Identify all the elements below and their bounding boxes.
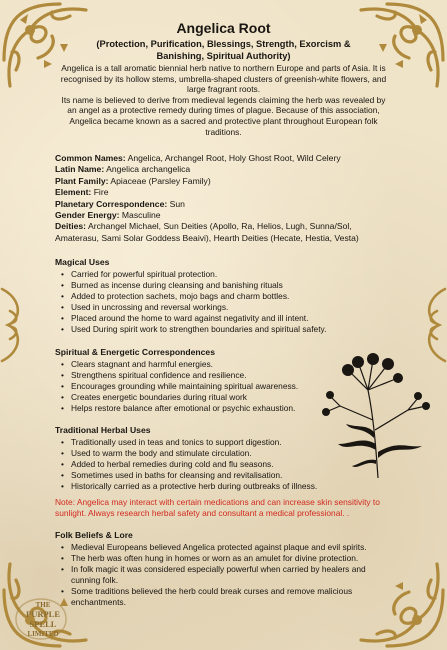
fact-label: Common Names: [55, 153, 126, 163]
list-item: • Encourages grounding while maintaining spiritual awareness. [71, 381, 385, 392]
page-subtitle: (Protection, Purification, Blessings, Strength, Exorcism & Banishing, Spiritual Authority) [96, 39, 351, 61]
list-item: • Strengthens spiritual confidence and resilience. [71, 370, 385, 381]
list-item: • Used During spirit work to strengthen boundaries and spiritual safety. [71, 324, 385, 335]
list-item: • Placed around the home to ward against negativity and ill intent. [71, 313, 385, 324]
section-folk-beliefs [55, 530, 385, 607]
fact-label: Plant Family: [55, 175, 109, 186]
angelica-plant-illustration [318, 340, 438, 480]
fact-row [55, 210, 385, 221]
list-item: • Burned as incense during cleansing and banishing rituals [71, 280, 385, 291]
fact-value: Archangel Michael, Sun Deities (Apollo, Ra, Helios, Lugh, Sunna/Sol, Amaterasu, Sami Solar Goddess Beaivi), Hearth Deities (Hecate, Hestia, Vesta) [55, 221, 359, 243]
intro-text [56, 63, 391, 137]
list-item: • Added to protection sachets, mojo bags and charm bottles. [71, 291, 385, 302]
fact-value: Sun [169, 198, 185, 209]
fact-value: Angelica, Archangel Root, Holy Ghost Root, Wild Celery [127, 153, 341, 163]
list-item: • Helps restore balance after emotional or psychic exhaustion. [71, 403, 385, 414]
fact-row [55, 221, 385, 244]
fact-row [55, 153, 385, 164]
intro-paragraph: Angelica is a tall aromatic biennial herb native to northern Europe and parts of Asia. It is recognised by its hollow stems, umbrella-shaped clusters of greenish-white flowers, and large fragrant roots. [60, 63, 387, 95]
list-item: • Traditionally used in teas and tonics to support digestion. [71, 437, 385, 448]
facts-list [55, 153, 385, 244]
fact-value: Angelica archangelica [106, 164, 191, 175]
page-title: Angelica Root [176, 20, 271, 36]
svg-text:PURPLE: PURPLE [26, 609, 60, 619]
side-flourish-left [0, 285, 40, 365]
list-item: • In folk magic it was considered especially powerful when carried by healers and cunning folk. [71, 564, 385, 586]
svg-text:THE: THE [35, 601, 51, 609]
section-heading: Spiritual & Energetic Correspondences [55, 347, 215, 357]
list-item: • Some traditions believed the herb could break curses and remove malicious enchantments. [71, 586, 385, 608]
list-item: • Medieval Europeans believed Angelica protected against plaque and evil spirits. [71, 542, 385, 553]
fact-value: Apiaceae (Parsley Family) [110, 175, 211, 186]
brand-logo [10, 595, 72, 643]
fact-row [55, 199, 385, 210]
fact-label: Planetary Correspondence: [55, 198, 168, 209]
list-item: • Clears stagnant and harmful energies. [71, 359, 385, 370]
list-item: • The herb was often hung in homes or worn as an amulet for divine protection. [71, 553, 385, 564]
fact-row [55, 187, 385, 198]
fact-label: Deities: [55, 221, 87, 232]
fact-value: Fire [93, 187, 109, 198]
intro-paragraph: Its name is believed to derive from medieval legends claiming the herb was revealed by an angel as a protective remedy during times of plague. Because of this association, Angelica became known as a sacred and protective plant throughout European folk traditions. [61, 94, 386, 137]
fact-value: Masculine [121, 210, 161, 221]
list-item: • Used to warm the body and stimulate circulation. [71, 448, 385, 459]
fact-label: Gender Energy: [55, 210, 120, 221]
list-item: • Carried for powerful spiritual protection. [71, 269, 385, 280]
section-heading: Traditional Herbal Uses [55, 425, 151, 435]
svg-text:LIMITED: LIMITED [27, 630, 59, 638]
list-item: • Sometimes used in baths for cleansing and revitalisation. [71, 470, 385, 481]
list-item: • Added to herbal remedies during cold and flu seasons. [71, 459, 385, 470]
safety-note: Note: Angelica may interact with certain medications and can increase skin sensitivity to sunlight. Always research herbal safety and consultant a medical professional. . [55, 497, 380, 518]
svg-text:SPELL: SPELL [29, 619, 57, 629]
list-item: • Creates energetic boundaries during ritual work [71, 392, 385, 403]
section-magical-uses [55, 257, 385, 334]
fact-label: Latin Name: [55, 164, 105, 175]
list-item: • Historically carried as a protective herb during outbreaks of illness. [71, 481, 385, 492]
fact-label: Element: [55, 187, 92, 198]
list-item: • Used in uncrossing and reversal workings. [71, 302, 385, 313]
fact-row [55, 164, 385, 175]
section-heading: Folk Beliefs & Lore [55, 530, 133, 540]
fact-row [55, 176, 385, 187]
section-heading: Magical Uses [55, 257, 110, 267]
